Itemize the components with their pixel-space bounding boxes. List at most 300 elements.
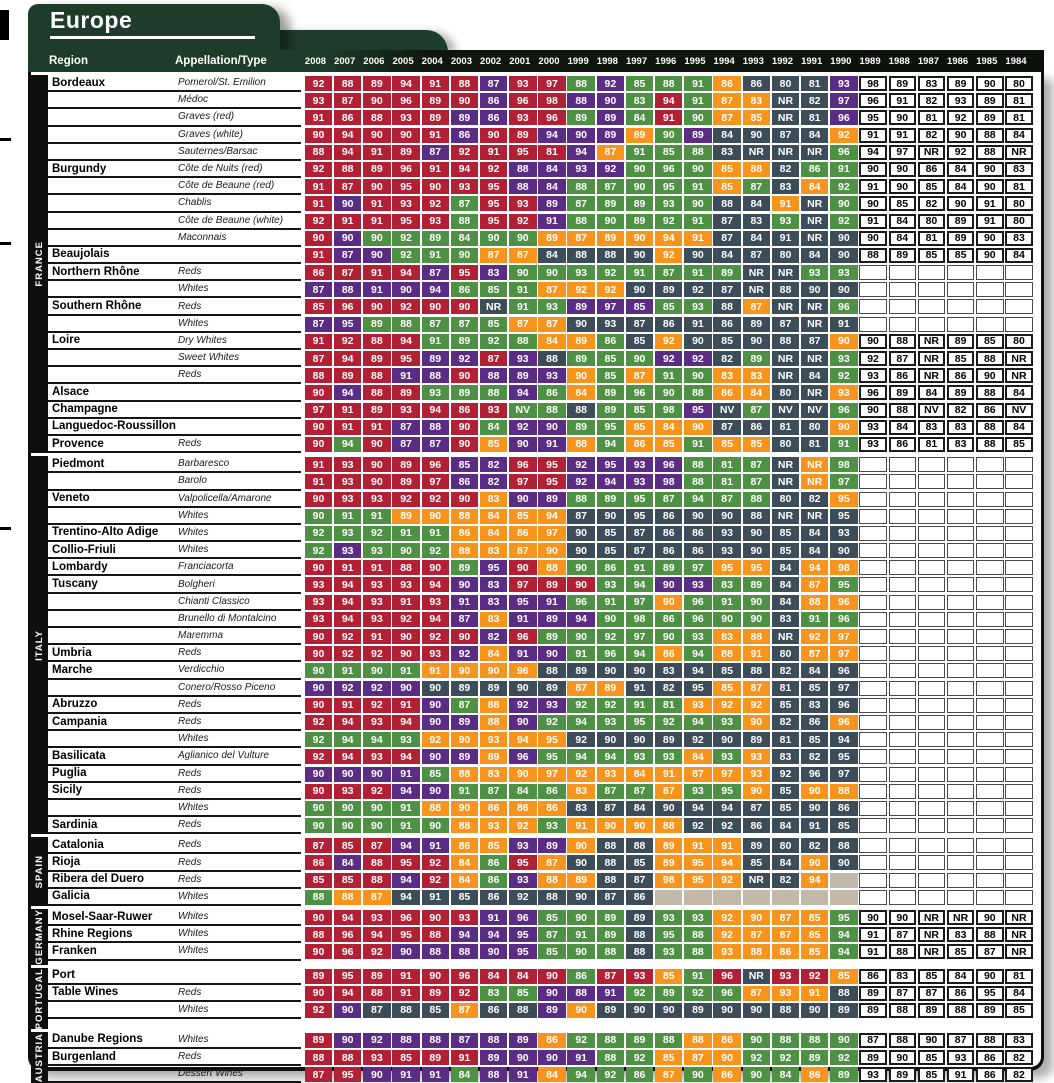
score-cell: 93 [422, 595, 449, 610]
score-cell: NV [713, 403, 740, 418]
score-cell: 88 [772, 282, 799, 297]
row-labels [48, 281, 301, 298]
score-cell: 81 [801, 110, 828, 125]
score-cell: 95 [538, 457, 565, 472]
score-cell: 88 [889, 1003, 916, 1018]
score-cell: 83 [480, 612, 507, 627]
score-cell: 90 [743, 543, 770, 558]
score-cell: 90 [684, 196, 711, 211]
score-cell: 90 [743, 526, 770, 541]
score-cell: 89 [859, 1050, 886, 1065]
score-cell: 88 [830, 838, 857, 853]
score-cell: 84 [509, 969, 536, 984]
score-cell: 82 [772, 715, 799, 730]
score-cell: 88 [684, 145, 711, 160]
score-cell: NR [1005, 944, 1032, 959]
score-cell: 97 [538, 526, 565, 541]
table-row [48, 628, 1041, 645]
score-cell: 93 [422, 385, 449, 400]
score-cell: 86 [743, 818, 770, 833]
score-cell: 92 [509, 214, 536, 229]
score-cell: 91 [451, 595, 478, 610]
score-cell: 88 [713, 196, 740, 211]
score-cell: 98 [655, 873, 682, 888]
region-name: Lombardy [52, 560, 108, 573]
score-cell: 95 [509, 944, 536, 959]
score-cell: 91 [422, 663, 449, 678]
score-cell: 84 [538, 179, 565, 194]
score-cell [859, 509, 886, 524]
score-cell: 90 [889, 1050, 916, 1065]
score-cell: 93 [772, 969, 799, 984]
score-cell: 93 [684, 698, 711, 713]
score-cell: 90 [743, 595, 770, 610]
region-name [48, 1002, 178, 1017]
score-cell: 87 [597, 801, 624, 816]
score-cell: 86 [655, 509, 682, 524]
score-cell: 91 [684, 265, 711, 280]
score-cell [1005, 663, 1032, 678]
score-cell: 94 [655, 93, 682, 108]
score-cell: 86 [451, 128, 478, 143]
score-cell: 90 [480, 231, 507, 246]
score-cell: 89 [976, 1003, 1003, 1018]
score-cell: 92 [422, 629, 449, 644]
score-cell: 93 [334, 526, 361, 541]
year-header: 1994 [713, 55, 735, 67]
score-cell: 94 [334, 732, 361, 747]
score-cell [889, 698, 916, 713]
score-cell: 87 [743, 474, 770, 489]
score-cell [889, 457, 916, 472]
appellation-name: Whites [178, 526, 209, 538]
score-cell [889, 663, 916, 678]
score-cell: 89 [655, 560, 682, 575]
score-cell: 85 [538, 910, 565, 925]
score-cell: 93 [713, 543, 740, 558]
score-cell: 95 [976, 986, 1003, 1001]
score-cell: 86 [538, 1033, 565, 1048]
tab-europe[interactable] [28, 4, 280, 52]
score-cell: 82 [480, 629, 507, 644]
score-cell: 86 [713, 76, 740, 91]
score-cells [301, 697, 1033, 714]
score-cell: NR [772, 93, 799, 108]
score-cell: 94 [801, 560, 828, 575]
score-cell: 94 [567, 1067, 594, 1082]
appellation-name: Dessert Wines [178, 1068, 243, 1080]
year-header: 2005 [392, 55, 414, 67]
score-cell: 92 [480, 334, 507, 349]
score-cell: 89 [743, 577, 770, 592]
score-cells [301, 144, 1033, 161]
score-cell [947, 543, 974, 558]
score-cell: 87 [509, 248, 536, 263]
score-cell: 95 [480, 179, 507, 194]
score-cell: 85 [947, 248, 974, 263]
score-cell: 83 [772, 612, 799, 627]
score-cell: 92 [509, 698, 536, 713]
score-cell: 88 [509, 179, 536, 194]
table-row [48, 594, 1041, 611]
score-cell: 94 [392, 890, 419, 905]
row-labels [48, 985, 301, 1002]
score-cell: 89 [363, 403, 390, 418]
score-cell: 82 [772, 162, 799, 177]
score-cell: 88 [305, 145, 332, 160]
score-cell: 92 [305, 749, 332, 764]
appellation-name: Reds [178, 767, 202, 779]
score-cell: 90 [451, 732, 478, 747]
score-cell: 89 [889, 1067, 916, 1082]
score-cell: 85 [947, 351, 974, 366]
score-cell: 86 [538, 784, 565, 799]
score-cell: 84 [626, 767, 653, 782]
score-cell [684, 890, 711, 905]
score-cell: 95 [684, 403, 711, 418]
score-cell: 94 [538, 128, 565, 143]
score-cell: NR [918, 944, 945, 959]
score-cell: 97 [305, 403, 332, 418]
score-cell: 84 [772, 577, 799, 592]
score-cell: NV [509, 403, 536, 418]
score-cell: 91 [976, 196, 1003, 211]
score-cell [859, 818, 886, 833]
score-cell: 96 [830, 612, 857, 627]
score-cell: 93 [363, 595, 390, 610]
score-cell: 93 [334, 474, 361, 489]
region-name: Tuscany [52, 578, 98, 591]
score-cell [947, 509, 974, 524]
score-cell: 89 [334, 368, 361, 383]
score-cell: 83 [713, 145, 740, 160]
score-cell: 92 [305, 76, 332, 91]
score-cell: 91 [422, 76, 449, 91]
score-cell: 92 [509, 818, 536, 833]
score-cell: 90 [451, 437, 478, 452]
score-cell: 87 [334, 93, 361, 108]
score-cell: 88 [976, 128, 1003, 143]
score-cell [947, 663, 974, 678]
score-cell: 89 [743, 317, 770, 332]
score-cell: 93 [626, 457, 653, 472]
score-cell: 87 [509, 317, 536, 332]
score-cell: 87 [597, 179, 624, 194]
score-cell: 93 [655, 944, 682, 959]
region-name: Catalonia [52, 838, 104, 851]
region-name [48, 628, 178, 643]
score-cell: 84 [655, 420, 682, 435]
table-row [48, 837, 1041, 854]
score-cell [947, 838, 974, 853]
score-cell [976, 715, 1003, 730]
score-cell: 84 [509, 784, 536, 799]
score-cell: 85 [743, 855, 770, 870]
score-cell: 88 [538, 663, 565, 678]
score-cell [918, 873, 945, 888]
score-cell: 91 [392, 1067, 419, 1082]
score-cell: 95 [743, 560, 770, 575]
region-name [48, 92, 178, 107]
score-cell: 93 [363, 492, 390, 507]
score-cell: 88 [334, 1050, 361, 1065]
score-cell: 84 [801, 663, 828, 678]
score-cell: 91 [334, 509, 361, 524]
score-cell: 91 [567, 646, 594, 661]
row-labels [48, 943, 301, 960]
score-cell: 87 [743, 927, 770, 942]
score-cell: 93 [509, 838, 536, 853]
score-cell: 80 [772, 385, 799, 400]
score-cell [976, 681, 1003, 696]
score-cell: 88 [597, 1033, 624, 1048]
score-cell: 88 [451, 767, 478, 782]
country-label: ITALY [34, 629, 45, 661]
score-cells [301, 800, 1033, 817]
score-cell: 94 [422, 403, 449, 418]
score-cell: 88 [684, 1033, 711, 1048]
appellation-name: Whites [178, 928, 209, 940]
score-cell: 89 [422, 986, 449, 1001]
score-cell: 83 [801, 698, 828, 713]
score-cell: 91 [392, 368, 419, 383]
score-cell [947, 681, 974, 696]
score-cell: 88 [597, 873, 624, 888]
region-name [48, 731, 178, 746]
score-cell: 92 [772, 1050, 799, 1065]
score-cell: 93 [363, 1050, 390, 1065]
score-cell: 89 [947, 385, 974, 400]
score-cell: 90 [655, 801, 682, 816]
appellation-name: Whites [178, 945, 209, 957]
score-cell: 90 [509, 681, 536, 696]
score-cell: 90 [305, 784, 332, 799]
score-cell: 87 [509, 543, 536, 558]
score-cell: 90 [422, 299, 449, 314]
score-cell: 86 [801, 162, 828, 177]
score-cell: 88 [743, 492, 770, 507]
score-cell: 80 [772, 646, 799, 661]
score-cell: 90 [334, 231, 361, 246]
score-cell: 88 [626, 944, 653, 959]
score-cell: 83 [480, 492, 507, 507]
score-cell: 91 [480, 910, 507, 925]
score-cell: 91 [626, 145, 653, 160]
score-cell: 88 [305, 1050, 332, 1065]
score-cell: 88 [392, 1033, 419, 1048]
score-cell: 95 [392, 351, 419, 366]
score-cell: 92 [567, 474, 594, 489]
score-cell: 87 [422, 437, 449, 452]
score-cell: NR [743, 145, 770, 160]
score-cell: 96 [713, 969, 740, 984]
region-name: Campania [52, 715, 107, 728]
score-cell: 93 [713, 715, 740, 730]
score-cell: 88 [889, 403, 916, 418]
score-cell: 86 [538, 801, 565, 816]
year-header: 1990 [830, 55, 852, 67]
score-cell: 84 [743, 231, 770, 246]
score-cell [947, 457, 974, 472]
score-cell: NR [918, 334, 945, 349]
score-cells [301, 559, 1033, 576]
score-cell: 90 [422, 698, 449, 713]
score-cell [859, 801, 886, 816]
score-cell: 88 [597, 944, 624, 959]
score-cell: 89 [422, 110, 449, 125]
score-cell: 84 [947, 969, 974, 984]
score-cell [1005, 732, 1032, 747]
table-row [48, 909, 1041, 926]
score-cell [859, 715, 886, 730]
score-cell: 90 [743, 334, 770, 349]
score-cell: 93 [830, 385, 857, 400]
score-cell: 87 [801, 646, 828, 661]
score-cell [1005, 818, 1032, 833]
region-name [48, 195, 178, 210]
row-labels [48, 576, 301, 593]
score-cell: 90 [451, 577, 478, 592]
region-name [48, 350, 178, 365]
score-cell: 87 [743, 403, 770, 418]
region-name: Port [52, 969, 75, 982]
score-cell: 90 [422, 749, 449, 764]
score-cell: 94 [334, 612, 361, 627]
row-labels [48, 161, 301, 178]
score-cell: 95 [626, 492, 653, 507]
score-cell: 87 [567, 231, 594, 246]
score-cell: 96 [567, 595, 594, 610]
score-cell: 96 [509, 457, 536, 472]
score-cell: 92 [422, 732, 449, 747]
score-cell: 85 [801, 927, 828, 942]
score-cell: 92 [684, 282, 711, 297]
row-labels [48, 213, 301, 230]
year-header: 2001 [509, 55, 531, 67]
score-cell: 90 [480, 663, 507, 678]
score-cell: 90 [363, 818, 390, 833]
appellation-name: Reds [178, 986, 202, 998]
row-labels [48, 714, 301, 731]
score-cell: 92 [597, 1067, 624, 1082]
score-cell: 85 [713, 437, 740, 452]
score-cell: 90 [655, 577, 682, 592]
table-row [48, 1002, 1041, 1019]
score-cell: 92 [392, 248, 419, 263]
score-cell: 92 [305, 526, 332, 541]
region-name: Mosel-Saar-Ruwer [52, 910, 153, 923]
score-cell: 88 [976, 351, 1003, 366]
score-cell: 86 [567, 969, 594, 984]
score-cell: 87 [655, 1067, 682, 1082]
score-cell: 90 [684, 368, 711, 383]
score-cell: 88 [509, 334, 536, 349]
score-cells [301, 889, 1033, 906]
year-header: 1995 [684, 55, 706, 67]
score-cell: NV [1005, 403, 1032, 418]
score-cell: 90 [305, 437, 332, 452]
score-cell: 85 [976, 334, 1003, 349]
score-cell: 94 [392, 873, 419, 888]
score-cell: 84 [538, 162, 565, 177]
score-cell: 86 [480, 801, 507, 816]
score-cell [859, 749, 886, 764]
score-cell: 91 [567, 927, 594, 942]
score-cell: 92 [626, 986, 653, 1001]
score-cell: 88 [451, 944, 478, 959]
score-cell: NR [772, 145, 799, 160]
score-cell: NV [801, 403, 828, 418]
score-cell: 94 [684, 663, 711, 678]
score-cell: 90 [451, 663, 478, 678]
score-cell: 87 [334, 265, 361, 280]
score-cell: 87 [480, 76, 507, 91]
score-cell: 87 [451, 196, 478, 211]
region-name [48, 611, 178, 626]
score-cell: 85 [713, 162, 740, 177]
score-cell: 91 [363, 629, 390, 644]
score-cell: 83 [626, 93, 653, 108]
appellation-name: Médoc [178, 94, 209, 106]
score-cell: 91 [830, 437, 857, 452]
appellation-name: Reds [178, 716, 202, 728]
score-cell [1005, 784, 1032, 799]
score-cell [947, 855, 974, 870]
score-cell: 88 [772, 1033, 799, 1048]
region-name: Provence [52, 437, 104, 450]
score-cell: 93 [859, 1067, 886, 1082]
score-cell: 80 [1005, 334, 1032, 349]
row-labels [48, 837, 301, 854]
score-cell: 84 [451, 1067, 478, 1082]
row-labels [48, 247, 301, 264]
row-labels [48, 109, 301, 126]
score-cell: NV [918, 403, 945, 418]
score-cell [889, 646, 916, 661]
score-cell [859, 474, 886, 489]
score-cell: 88 [480, 1033, 507, 1048]
appellation-name: Bolgheri [178, 578, 215, 590]
score-cell: 94 [567, 145, 594, 160]
score-cell: 88 [538, 560, 565, 575]
score-cell: 92 [451, 986, 478, 1001]
score-cell: 90 [451, 299, 478, 314]
appellation-name: Franciacorta [178, 561, 234, 573]
score-cell: 90 [451, 801, 478, 816]
score-cells [301, 943, 1033, 960]
score-cell [1005, 595, 1032, 610]
score-cell [1005, 801, 1032, 816]
score-cell: 88 [422, 801, 449, 816]
score-cell [947, 784, 974, 799]
score-cell: 88 [334, 76, 361, 91]
score-cell: 89 [597, 1003, 624, 1018]
score-cell: 93 [334, 543, 361, 558]
score-cell: 86 [597, 334, 624, 349]
score-cell: 87 [626, 543, 653, 558]
score-cell: 88 [392, 1003, 419, 1018]
score-cell: 91 [451, 784, 478, 799]
title-underline [50, 36, 255, 39]
score-cell: 94 [684, 801, 711, 816]
appellation-name: Maconnais [178, 231, 227, 243]
score-cell [947, 818, 974, 833]
score-cell: 93 [509, 351, 536, 366]
score-cell [1005, 282, 1032, 297]
score-cell: 88 [567, 179, 594, 194]
score-cell: 84 [801, 526, 828, 541]
score-cell: 92 [305, 214, 332, 229]
